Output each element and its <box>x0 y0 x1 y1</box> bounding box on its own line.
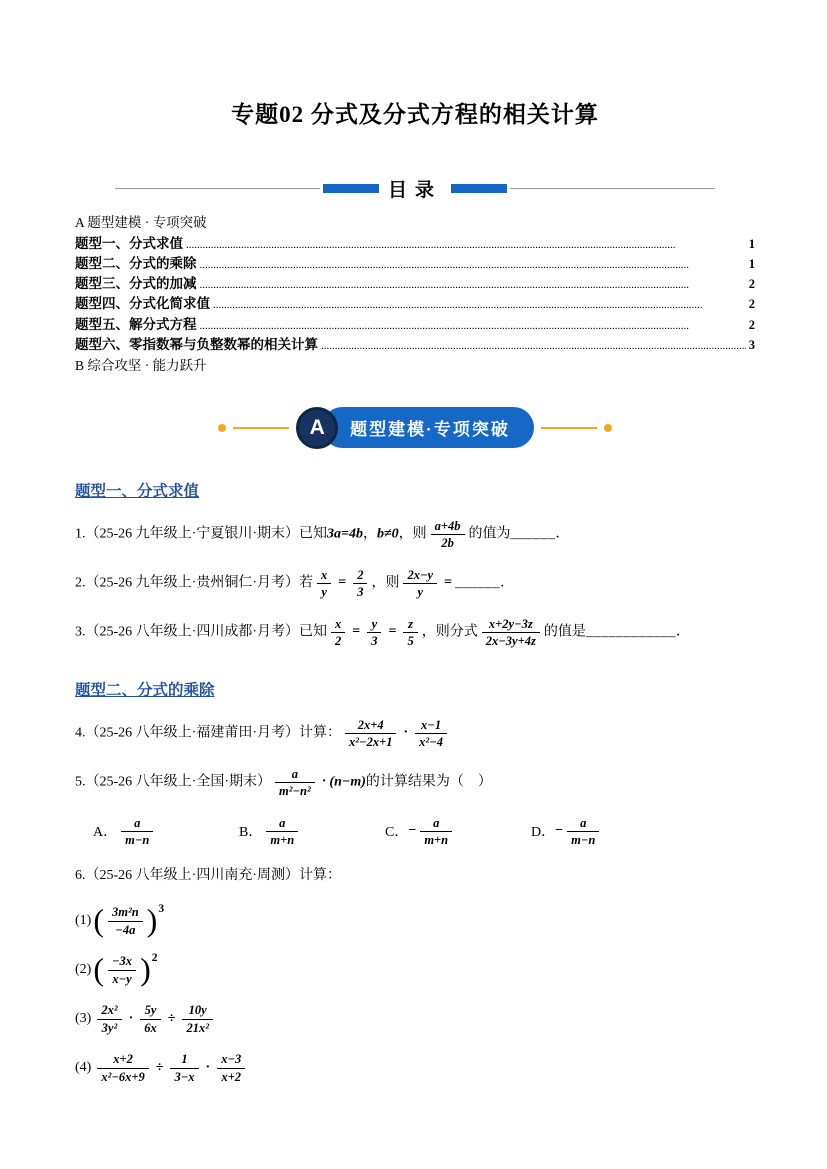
exponent: 2 <box>151 951 158 964</box>
math-expression: (n−m) <box>329 774 366 790</box>
toc-item <box>75 294 755 314</box>
toc-page-number: 2 <box>748 297 755 312</box>
problem-4 <box>75 718 755 749</box>
right-paren: ) <box>140 951 151 988</box>
fraction <box>420 816 452 847</box>
fraction-denominator: 2b <box>441 536 454 551</box>
fraction-denominator: 6x <box>144 1020 157 1035</box>
fraction-numerator: −3x <box>108 954 136 971</box>
fraction <box>108 905 143 936</box>
fraction-denominator: 3 <box>357 585 364 600</box>
choice-label: C． <box>385 825 409 841</box>
equals-sign: = <box>444 575 453 591</box>
fraction-numerator: 5y <box>140 1003 161 1020</box>
math-expression: 3a=4b <box>327 526 363 542</box>
answer-blank: ______． <box>510 526 571 542</box>
problem-text: 3.（25-26 八年级上·四川成都·月考）已知 <box>75 624 327 640</box>
fraction-numerator: x−1 <box>415 718 447 735</box>
fraction-denominator: y <box>417 585 424 600</box>
toc-rule-left <box>115 188 320 189</box>
problem-text: ，则 <box>371 575 400 591</box>
exponent: 3 <box>158 902 165 915</box>
toc-item-label: 题型四、分式化简求值 <box>75 296 210 312</box>
fraction-numerator: a <box>567 816 599 833</box>
problem-text: 的值是 <box>543 624 586 640</box>
section-a-banner <box>75 407 755 449</box>
problem-6-3 <box>75 1003 755 1034</box>
fraction-denominator: x²−4 <box>419 735 443 750</box>
divide-sign: ÷ <box>167 1010 176 1026</box>
fraction-denominator: x²−2x+1 <box>349 735 393 750</box>
sub-number: (2) <box>75 961 92 977</box>
problem-5 <box>75 767 755 798</box>
page-title: 专题02 分式及分式方程的相关计算 <box>231 102 599 127</box>
toc-item-label: 题型三、分式的加减 <box>75 276 197 292</box>
fraction <box>403 617 417 648</box>
toc-item-label: 题型六、零指数幂与负整数幂的相关计算 <box>75 336 318 352</box>
choice-a <box>93 816 239 847</box>
fraction-numerator: a+4b <box>431 519 465 536</box>
fraction <box>97 1052 148 1083</box>
fraction-numerator: 2x² <box>97 1003 121 1020</box>
problem-text: 1.（25-26 九年级上·宁夏银川·期末）已知 <box>75 526 327 542</box>
problem-text: ，则 <box>398 526 427 542</box>
problem-text: 的计算结果为（ ） <box>365 774 492 790</box>
toc-bar-right <box>451 184 507 193</box>
multiply-dot: · <box>403 725 409 741</box>
fraction-numerator: x−3 <box>217 1052 245 1069</box>
choice-label: B． <box>239 825 263 841</box>
fraction-denominator: 2x−3y+4z <box>485 634 536 649</box>
toc-item <box>75 315 755 335</box>
fraction <box>415 718 447 749</box>
toc-page-number: 2 <box>748 277 755 292</box>
fraction-denominator: m²−n² <box>279 784 311 799</box>
toc-item <box>75 234 755 254</box>
toc-item-label: 题型五、解分式方程 <box>75 316 197 332</box>
right-paren: ) <box>146 902 158 939</box>
problem-text: 6.（25-26 八年级上·四川南充·周测）计算： <box>75 867 341 883</box>
fraction-denominator: m−n <box>571 833 596 848</box>
section-badge <box>296 407 534 449</box>
dot-icon <box>604 424 612 432</box>
toc-item <box>75 274 755 294</box>
dot-icon <box>218 424 226 432</box>
fraction <box>403 568 437 599</box>
fraction-numerator: a <box>121 816 153 833</box>
fraction-denominator: y <box>321 585 327 600</box>
minus-sign: − <box>408 823 417 839</box>
choice-label: A． <box>93 825 118 841</box>
fraction-numerator: x <box>317 568 331 585</box>
toc-section-a: A 题型建模 · 专项突破 <box>75 215 207 230</box>
toc-section-b: B 综合攻坚 · 能力跃升 <box>75 358 207 374</box>
fraction-denominator: m+n <box>270 833 295 848</box>
fraction-numerator: a <box>266 816 298 833</box>
choice-c <box>385 816 531 847</box>
fraction-numerator: y <box>367 617 381 634</box>
table-of-contents <box>75 212 755 377</box>
fraction-numerator: x+2 <box>97 1052 148 1069</box>
problem-2 <box>75 568 755 599</box>
toc-leader-dots <box>200 257 746 274</box>
fraction-numerator: 2x−y <box>403 568 437 585</box>
fraction <box>266 816 298 847</box>
choice-d <box>531 816 677 847</box>
fraction <box>140 1003 161 1034</box>
problem-text: ，则分式 <box>421 624 478 640</box>
fraction <box>367 617 381 648</box>
fraction <box>217 1052 245 1083</box>
minus-sign: − <box>555 823 564 839</box>
fraction <box>108 954 136 985</box>
fraction-numerator: x <box>331 617 345 634</box>
problem-1 <box>75 519 755 550</box>
toc-title: 目录 <box>388 180 443 201</box>
fraction-denominator: x²−6x+9 <box>101 1069 145 1084</box>
problem-6-2 <box>75 951 755 988</box>
toc-rule-right <box>510 188 715 189</box>
toc-leader-dots <box>213 297 746 314</box>
toc-leader-dots <box>200 318 746 335</box>
multiply-dot: · <box>128 1010 134 1026</box>
problem-text: ， <box>362 526 377 542</box>
fraction-denominator: 3y² <box>101 1020 118 1035</box>
fraction-numerator: 1 <box>170 1052 198 1069</box>
sub-number: (4) <box>75 1059 92 1075</box>
toc-bar-left <box>323 184 379 193</box>
fraction-numerator: a <box>420 816 452 833</box>
fraction-denominator: −4a <box>115 922 136 937</box>
equals-sign: = <box>388 624 397 640</box>
fraction <box>431 519 465 550</box>
fraction <box>275 767 315 798</box>
fraction <box>331 617 345 648</box>
equals-sign: = <box>352 624 361 640</box>
toc-item-label: 题型一、分式求值 <box>75 235 183 251</box>
line-decoration <box>233 427 289 429</box>
problem-text: 4.（25-26 八年级上·福建莆田·月考）计算： <box>75 725 341 741</box>
section-heading-1: 题型一、分式求值 <box>75 482 200 500</box>
line-decoration <box>541 427 597 429</box>
toc-item <box>75 335 755 355</box>
sub-number: (1) <box>75 912 92 928</box>
problem-text: 2.（25-26 九年级上·贵州铜仁·月考）若 <box>75 575 313 591</box>
fraction-numerator: 3m²n <box>108 905 143 922</box>
toc-item <box>75 254 755 274</box>
toc-leader-dots <box>321 338 746 355</box>
left-paren: ( <box>93 902 104 939</box>
fraction-numerator: z <box>403 617 417 634</box>
fraction-denominator: 5 <box>407 634 414 649</box>
toc-page-number: 2 <box>748 317 755 332</box>
fraction-numerator: 10y <box>182 1003 213 1020</box>
fraction <box>182 1003 213 1034</box>
problem-3 <box>75 617 755 648</box>
choice-b <box>239 816 385 847</box>
answer-blank: ____________． <box>585 624 691 640</box>
fraction-denominator: x+2 <box>221 1069 242 1084</box>
left-paren: ( <box>93 951 104 988</box>
choice-row <box>75 816 755 847</box>
toc-header <box>115 175 715 202</box>
toc-item-label: 题型二、分式的乘除 <box>75 255 197 271</box>
toc-page-number: 3 <box>748 337 755 352</box>
fraction-denominator: 3−x <box>174 1069 195 1084</box>
toc-leader-dots <box>200 277 746 294</box>
sub-number: (3) <box>75 1010 92 1026</box>
toc-leader-dots <box>186 237 746 254</box>
badge-letter: A <box>296 407 338 449</box>
section-heading-2: 题型二、分式的乘除 <box>75 681 215 699</box>
fraction-numerator: x+2y−3z <box>482 617 540 634</box>
fraction-denominator: x−y <box>112 971 132 986</box>
problem-text: 的值为 <box>468 526 511 542</box>
fraction <box>567 816 599 847</box>
toc-page-number: 1 <box>748 236 755 251</box>
fraction <box>353 568 367 599</box>
problem-6-1 <box>75 902 755 939</box>
equals-sign: = <box>338 575 347 591</box>
fraction-denominator: m−n <box>125 833 150 848</box>
toc-page-number: 1 <box>748 256 755 271</box>
fraction-denominator: m+n <box>424 833 449 848</box>
fraction <box>345 718 396 749</box>
problem-text: 5.（25-26 八年级上·全国·期末） <box>75 774 271 790</box>
divide-sign: ÷ <box>155 1059 164 1075</box>
fraction-denominator: 2 <box>335 634 342 649</box>
multiply-dot: · <box>321 774 327 790</box>
fraction <box>121 816 153 847</box>
multiply-dot: · <box>205 1059 211 1075</box>
problem-6 <box>75 865 755 887</box>
fraction-numerator: a <box>275 767 315 784</box>
badge-label: 题型建模·专项突破 <box>322 407 534 448</box>
fraction-numerator: 2 <box>353 568 367 585</box>
fraction <box>317 568 331 599</box>
choice-label: D． <box>531 825 556 841</box>
fraction-denominator: 21x² <box>186 1020 209 1035</box>
answer-blank: ______． <box>455 575 515 591</box>
fraction-denominator: 3 <box>371 634 378 649</box>
fraction <box>97 1003 121 1034</box>
fraction-numerator: 2x+4 <box>345 718 396 735</box>
fraction <box>482 617 540 648</box>
math-expression: b≠0 <box>376 526 399 542</box>
problem-6-4 <box>75 1052 755 1083</box>
fraction <box>170 1052 198 1083</box>
